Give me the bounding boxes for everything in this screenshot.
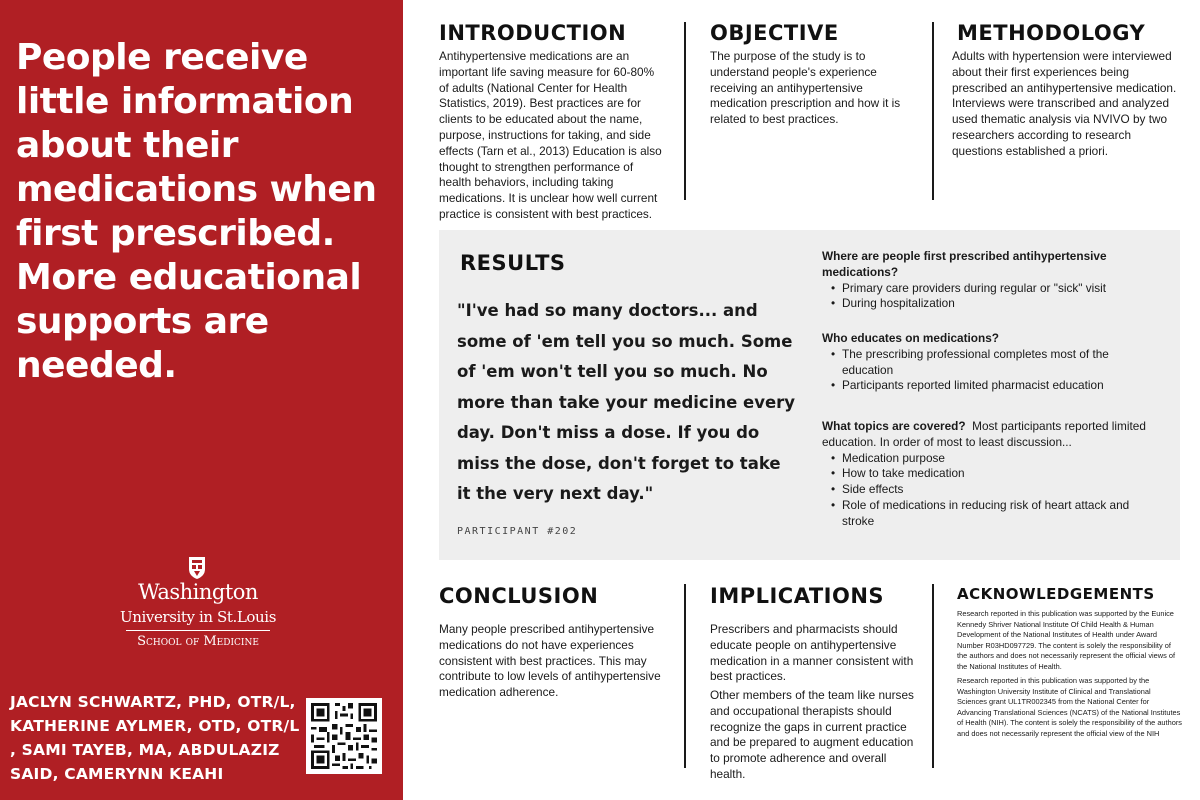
headline: People receive little information about their medications when first prescribed. More educational supports are needed. xyxy=(16,37,377,386)
implications-para-1: Prescribers and pharmacists should educate people on antihypertensive medication in a manner consistent with best practices. xyxy=(710,622,914,684)
divider-line xyxy=(684,22,686,200)
acknowledgements-title: ACKNOWLEDGEMENTS xyxy=(957,585,1155,603)
divider-line xyxy=(684,584,686,768)
results-question-1 xyxy=(822,249,1152,312)
question-paragraph xyxy=(822,419,1152,451)
list-item: • The prescribing professional completes most of the education xyxy=(842,347,1152,379)
objective-body: The purpose of the study is to understand people's experience receiving an antihypertensive medication prescription and how it is related to best practices. xyxy=(710,49,901,127)
objective-title: OBJECTIVE xyxy=(710,21,839,45)
left-panel xyxy=(0,0,403,800)
conclusion-body: Many people prescribed antihypertensive medications do not have experiences consistent with best practices. This may contribute to low levels of antihypertensive medication adherence. xyxy=(439,622,661,700)
university-logo xyxy=(118,556,278,660)
university-seal-icon xyxy=(188,556,206,580)
list-item: • Side effects xyxy=(842,482,1152,498)
authors: JACLYN SCHWARTZ, PHD, OTR/L, KATHERINE AYLMER, OTD, OTR/L , SAMI TAYEB, MA, ABDULAZIZ SAID, CAMERYNN KEAHI xyxy=(10,693,300,783)
methodology-title: METHODOLOGY xyxy=(957,21,1146,45)
logo-university-name: Washington xyxy=(138,580,258,604)
implications-title: IMPLICATIONS xyxy=(710,584,885,608)
question-heading: Who educates on medications? xyxy=(822,331,999,345)
logo-university-location: University in St.Louis xyxy=(119,608,277,626)
list-item: • Medication purpose xyxy=(842,451,1152,467)
logo-divider xyxy=(126,630,270,631)
answer-list xyxy=(822,347,1152,394)
question-heading: What topics are covered? xyxy=(822,419,966,433)
results-question-2 xyxy=(822,331,1152,394)
introduction-title: INTRODUCTION xyxy=(439,21,627,45)
answer-list xyxy=(822,451,1152,530)
list-item: • Participants reported limited pharmacist education xyxy=(842,378,1152,394)
results-title: RESULTS xyxy=(460,251,566,275)
list-item: • During hospitalization xyxy=(842,296,1152,312)
question-heading: Where are people first prescribed antihypertensive medications? xyxy=(822,249,1107,279)
divider-line xyxy=(932,22,934,200)
introduction-body: Antihypertensive medications are an important life saving measure for 60-80% of adults (National Center for Health Statistics, 2019). Best practices are for clients to be educated about the name, purpose, instructions for taking, and side effects (Tarn et al., 2013) Education is also thought to strengthen performance of health behaviors, including taking medications. It is unclear how well current practice is consistent with best practices. xyxy=(439,49,662,221)
qr-code-icon[interactable] xyxy=(306,698,382,774)
divider-line xyxy=(932,584,934,768)
methodology-body: Adults with hypertension were interviewed about their first experiences being prescribed an antihypertensive medication. Interviews were transcribed and analyzed used thematic analysis via NVIVO by two researchers according to research questions established a priori. xyxy=(952,49,1177,158)
acknowledgements-para-2: Research reported in this publication was supported by the Washington University Institute of Clinical and Translational Sciences grant UL1TR002345 from the National Center for Advancing Translational Sciences (NCATS) of the National Institutes of Health (NIH). The content is solely the responsibility of the authors and does not necessarily represent the official view of the NIH xyxy=(957,676,1182,738)
list-item: • Primary care providers during regular or "sick" visit xyxy=(842,281,1152,297)
results-question-3 xyxy=(822,419,1152,530)
question-answer: Most participants reported limited education. In order of most to least discussion... xyxy=(822,419,1150,449)
answer-list xyxy=(822,281,1152,313)
list-item: • How to take medication xyxy=(842,466,1152,482)
quote-attribution: PARTICIPANT #202 xyxy=(457,526,578,537)
list-item: • Role of medications in reducing risk of heart attack and stroke xyxy=(842,498,1152,530)
implications-para-2: Other members of the team like nurses and occupational therapists should recognize the gaps in current practice and be prepared to augment education to promote adherence and overall health. xyxy=(710,688,914,781)
participant-quote: "I've had so many doctors... and some of 'em tell you so much. Some of 'em won't tell you so much. No more than take your medicine every day. Don't miss a dose. If you do miss the dose, don't forget to take it the very next day." xyxy=(457,301,796,503)
logo-school-name: School of Medicine xyxy=(137,634,259,649)
acknowledgements-para-1: Research reported in this publication was supported by the Eunice Kennedy Shriver National Institute Of Child Health & Human Development of the National Institutes of Health under Award Number R03HD097729. The content is solely the responsibility of the authors and does not necessarily represent the official views of the National Institutes of Health. xyxy=(957,609,1176,671)
conclusion-title: CONCLUSION xyxy=(439,584,599,608)
